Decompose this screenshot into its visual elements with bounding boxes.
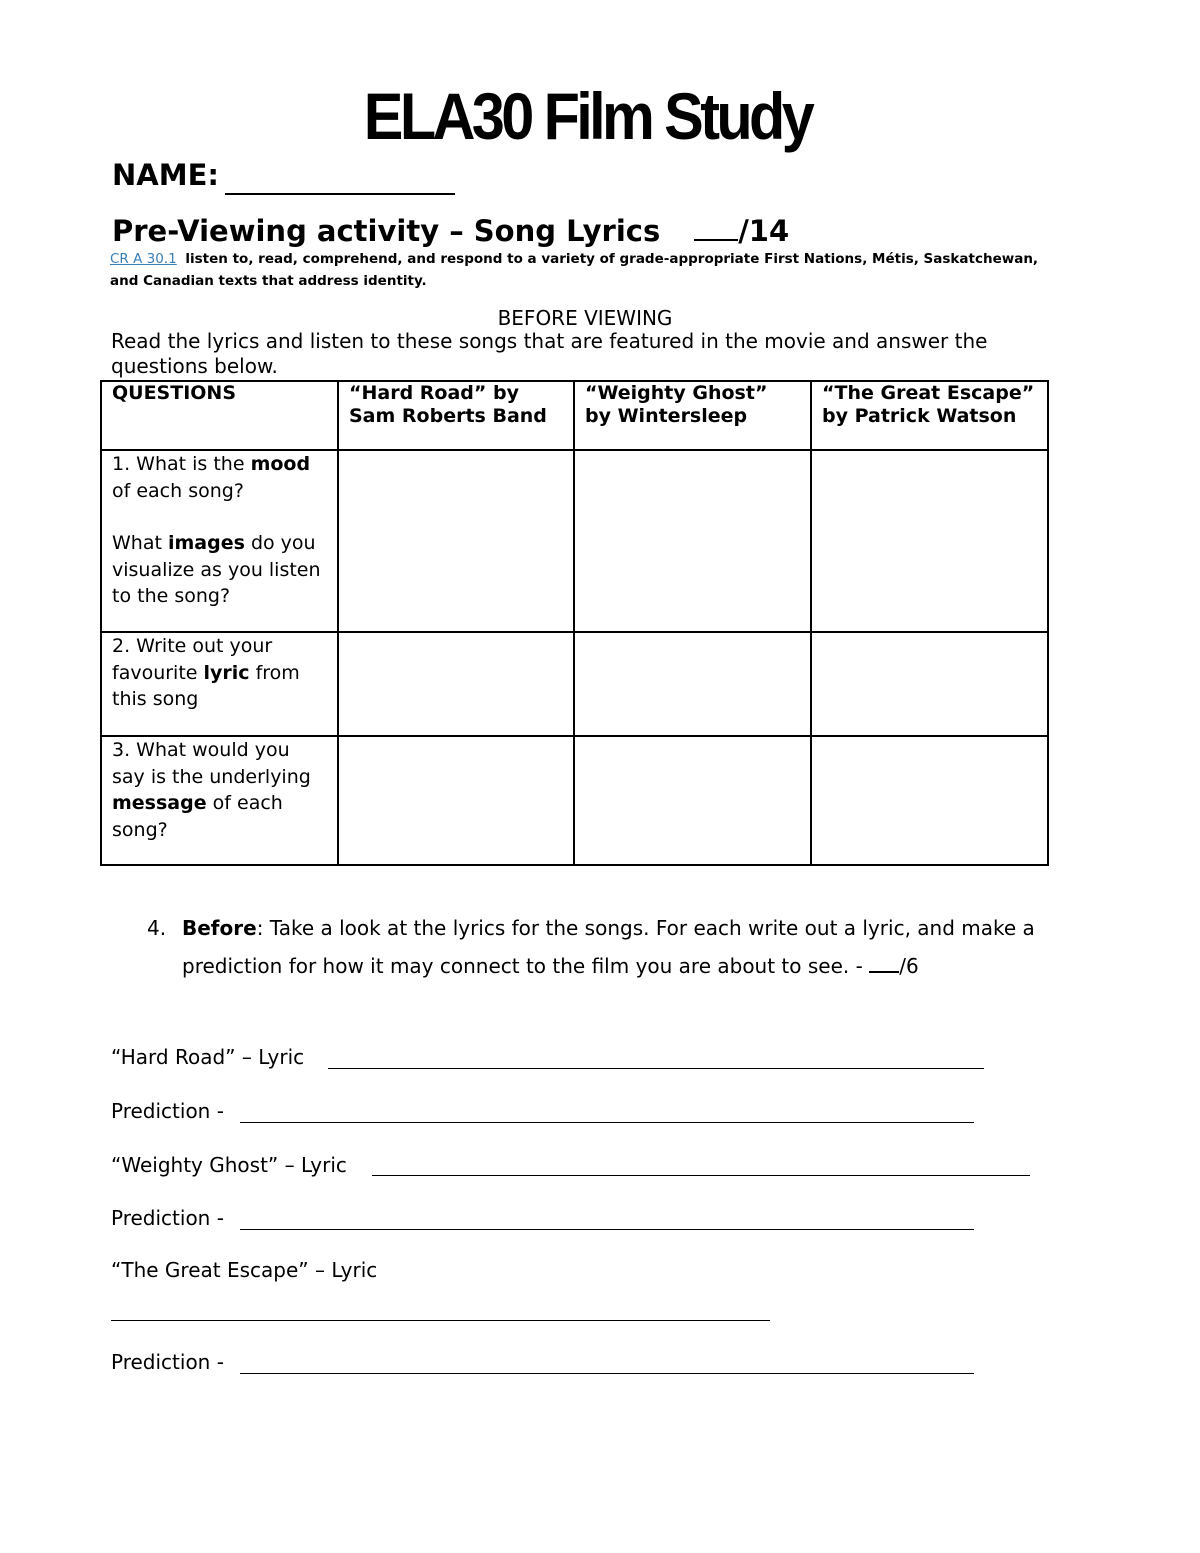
- answer-cell[interactable]: [574, 450, 811, 632]
- answer-cell[interactable]: [811, 632, 1048, 736]
- instructions: Read the lyrics and listen to these songs that are featured in the movie and answer the questions below.: [111, 329, 988, 378]
- activity-title: Pre-Viewing activity – Song Lyrics: [112, 214, 661, 248]
- activity-heading: [112, 210, 789, 252]
- answer-cell[interactable]: [574, 736, 811, 865]
- name-label: NAME:: [112, 158, 219, 192]
- answer-cell[interactable]: [811, 736, 1048, 865]
- table-row: [101, 632, 1048, 736]
- question-4-label: Before: [182, 916, 257, 940]
- prediction-3-label: Prediction -: [111, 1350, 224, 1374]
- prediction-2-line[interactable]: [240, 1229, 974, 1230]
- weighty-ghost-lyric-label: “Weighty Ghost” – Lyric: [111, 1153, 347, 1177]
- song-questions-table: [100, 380, 1049, 866]
- activity-score-total: /14: [738, 214, 790, 248]
- header-hard-road: “Hard Road” by Sam Roberts Band: [338, 381, 574, 450]
- outcome-text: listen to, read, comprehend, and respond to a variety of grade-appropriate First Nations, Métis, Saskatchewan, and Canadian texts that address identity.: [110, 251, 1039, 289]
- header-great-escape: “The Great Escape” by Patrick Watson: [811, 381, 1048, 450]
- prediction-1-label: Prediction -: [111, 1099, 224, 1123]
- question-4-number: 4.: [147, 916, 167, 940]
- great-escape-lyric-line[interactable]: [111, 1320, 770, 1321]
- outcome-code-link[interactable]: CR A 30.1: [110, 251, 177, 267]
- header-weighty-ghost: “Weighty Ghost” by Wintersleep: [574, 381, 811, 450]
- name-blank[interactable]: [225, 163, 455, 195]
- prediction-1-line[interactable]: [240, 1122, 974, 1123]
- great-escape-lyric-label: “The Great Escape” – Lyric: [111, 1258, 378, 1282]
- question-4-score-blank[interactable]: [869, 949, 899, 973]
- answer-cell[interactable]: [338, 450, 574, 632]
- hard-road-lyric-line[interactable]: [328, 1068, 984, 1069]
- hard-road-lyric-label: “Hard Road” – Lyric: [111, 1045, 305, 1069]
- curriculum-outcome: [110, 248, 1060, 292]
- prediction-2-label: Prediction -: [111, 1206, 224, 1230]
- answer-cell[interactable]: [338, 736, 574, 865]
- answer-cell[interactable]: [811, 450, 1048, 632]
- question-4-text: : Take a look at the lyrics for the songs. For each write out a lyric, and make a prediction for how it may connect to the film you are about to see. -: [182, 916, 1035, 978]
- question-4-score: /6: [899, 953, 919, 978]
- answer-cell[interactable]: [338, 632, 574, 736]
- answer-cell[interactable]: [574, 632, 811, 736]
- header-questions: QUESTIONS: [101, 381, 338, 450]
- name-field-row: [112, 155, 455, 195]
- section-heading: BEFORE VIEWING: [497, 306, 673, 330]
- question-4: [147, 910, 1037, 985]
- question-2: 2. Write out your favourite lyric from this song: [101, 632, 338, 736]
- table-header-row: [101, 381, 1048, 450]
- question-1: 1. What is the mood of each song? What images do you visualize as you listen to the song?: [101, 450, 338, 632]
- weighty-ghost-lyric-line[interactable]: [372, 1175, 1030, 1176]
- prediction-3-line[interactable]: [240, 1373, 974, 1374]
- activity-score-blank[interactable]: [694, 211, 738, 241]
- activity-score: [694, 214, 789, 248]
- question-3: 3. What would you say is the underlying message of each song?: [101, 736, 338, 865]
- table-row: [101, 736, 1048, 865]
- table-row: [101, 450, 1048, 632]
- document-title: ELA30 Film Study: [363, 79, 812, 153]
